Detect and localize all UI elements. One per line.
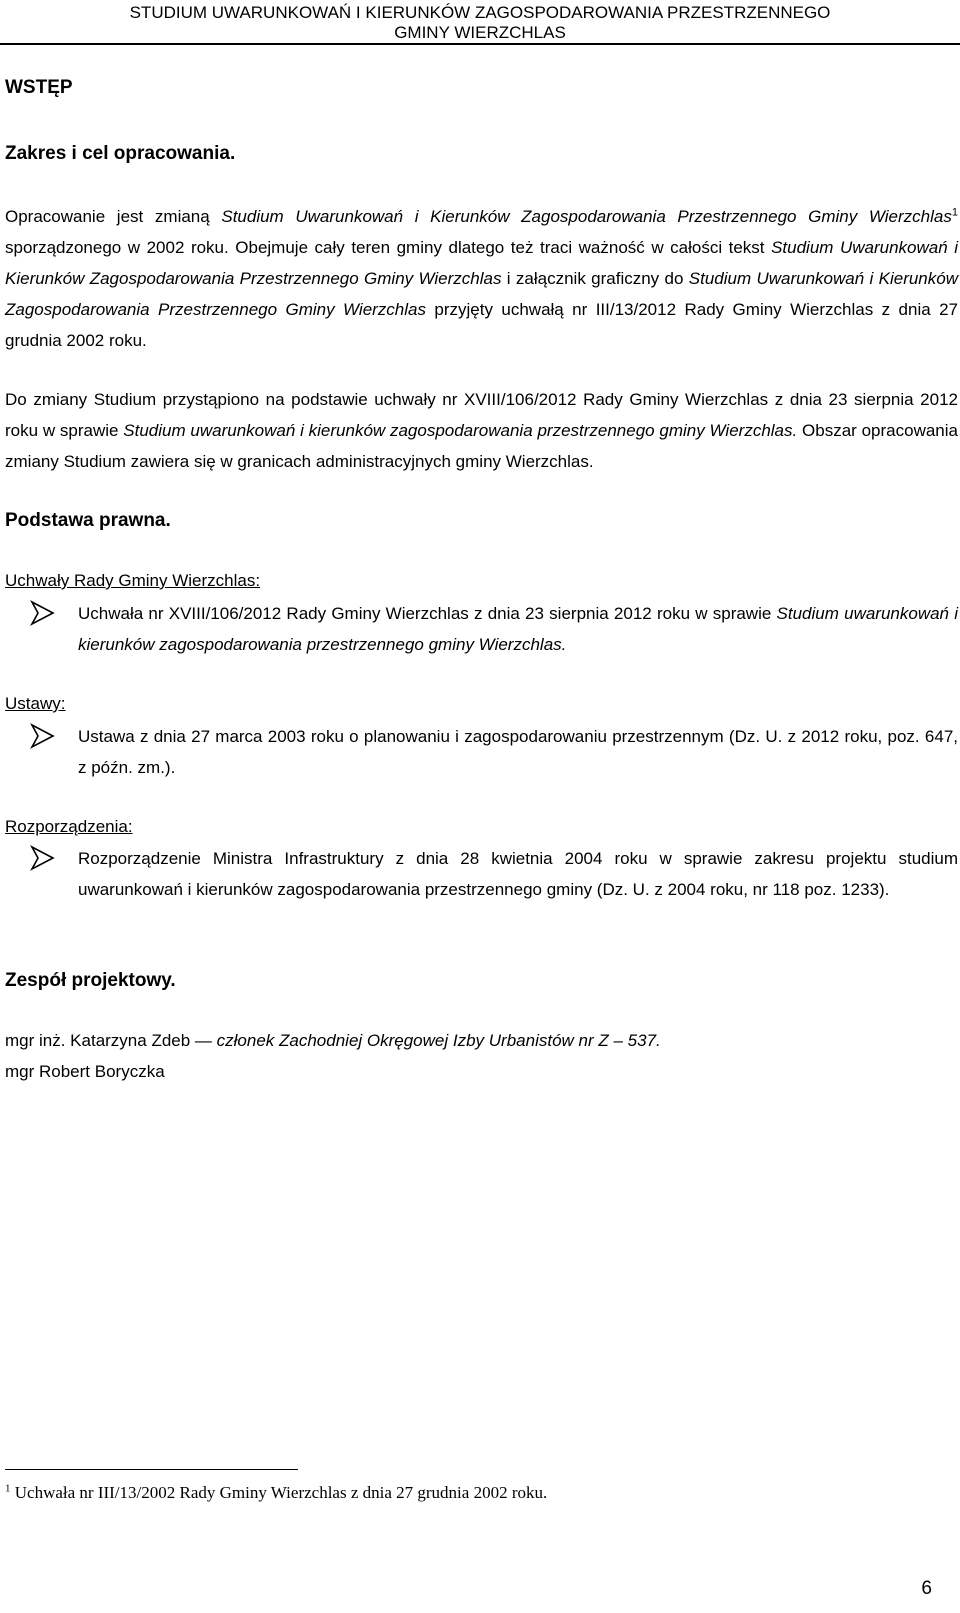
intro-text-3: i załącznik graficzny do (501, 269, 689, 288)
regulation-text: Rozporządzenie Ministra Infrastruktury z dnia 28 kwietnia 2004 roku w sprawie zakresu projektu studium uwarunkowań i kierunków zagospodarowania przestrzennego gminy (Dz. U. z 2004 roku, nr 118 poz. 1233). (78, 849, 958, 899)
change-paragraph (5, 384, 958, 477)
team-heading: Zespół projektowy. (5, 970, 176, 991)
resolution-text (78, 598, 958, 660)
intro-text-2: sporządzonego w 2002 roku. Obejmuje cały teren gminy dlatego też traci ważność w całości tekst (5, 238, 772, 257)
team-member-1-name: mgr inż. Katarzyna Zdeb — (5, 1031, 217, 1050)
intro-study-title-1: Studium Uwarunkowań i Kierunków Zagospodarowania Przestrzennego Gminy Wierzchlas (221, 207, 952, 226)
list-item-resolution (5, 598, 958, 660)
resolution-text-1: Uchwała nr XVIII/106/2012 Rady Gminy Wierzchlas z dnia 23 sierpnia 2012 roku w sprawie (78, 604, 777, 623)
act-text: Ustawa z dnia 27 marca 2003 roku o planowaniu i zagospodarowaniu przestrzennym (Dz. U. z 2012 roku, poz. 647, z późn. zm.). (78, 727, 958, 777)
intro-paragraph (5, 201, 958, 356)
change-text-1: Do zmiany Studium przystąpiono na podstawie uchwały nr XVIII/106/2012 Rady Gminy Wierzchlas z dnia 23 sierpnia 2012 roku w sprawie (5, 390, 958, 440)
legal-basis-heading: Podstawa prawna. (5, 510, 171, 531)
footnote-separator (5, 1469, 298, 1470)
list-item-act (5, 721, 958, 783)
footnote-marker: 1 (5, 1482, 11, 1495)
acts-label: Ustawy: (5, 694, 66, 713)
regulations-label: Rozporządzenia: (5, 817, 133, 836)
arrowhead-bullet-icon (30, 845, 58, 871)
change-study-title: Studium uwarunkowań i kierunków zagospodarowania przestrzennego gminy Wierzchlas. (123, 421, 798, 440)
change-text-2: Obszar opracowania zmiany Studium zawiera się w granicach administracyjnych gminy Wierzchlas. (5, 421, 958, 471)
resolutions-label: Uchwały Rady Gminy Wierzchlas: (5, 571, 261, 590)
page-number: 6 (921, 1578, 932, 1599)
header-rule (0, 43, 960, 45)
header-line-1: STUDIUM UWARUNKOWAŃ I KIERUNKÓW ZAGOSPODAROWANIA PRZESTRZENNEGO (129, 3, 831, 22)
team-member-2: mgr Robert Boryczka (5, 1062, 165, 1081)
team-member-1-role: członek Zachodniej Okręgowej Izby Urbanistów nr Z – 537. (216, 1031, 661, 1050)
scope-heading: Zakres i cel opracowania. (5, 143, 236, 164)
header-line-2: GMINY WIERZCHLAS (394, 23, 566, 42)
arrowhead-bullet-icon (30, 600, 58, 626)
intro-study-title-3: Studium Uwarunkowań i Kierunków Zagospodarowania Przestrzennego Gminy Wierzchlas (5, 269, 958, 319)
footnote (5, 1482, 547, 1504)
section-title: WSTĘP (5, 77, 73, 98)
team-member-1 (5, 1029, 661, 1053)
intro-text-4: przyjęty uchwałą nr III/13/2012 Rady Gminy Wierzchlas z dnia 27 grudnia 2002 roku. (5, 300, 958, 350)
intro-text-1: Opracowanie jest zmianą (5, 207, 222, 226)
running-header (0, 3, 960, 43)
list-item-regulation (5, 843, 958, 905)
intro-study-title-2: Studium Uwarunkowań i Kierunków Zagospodarowania Przestrzennego Gminy Wierzchlas (5, 238, 959, 288)
footnote-text: Uchwała nr III/13/2002 Rady Gminy Wierzchlas z dnia 27 grudnia 2002 roku. (10, 1483, 548, 1502)
footnote-reference: 1 (951, 206, 958, 219)
arrowhead-bullet-icon (30, 723, 58, 749)
resolution-study-title: Studium uwarunkowań i kierunków zagospodarowania przestrzennego gminy Wierzchlas. (78, 604, 958, 654)
